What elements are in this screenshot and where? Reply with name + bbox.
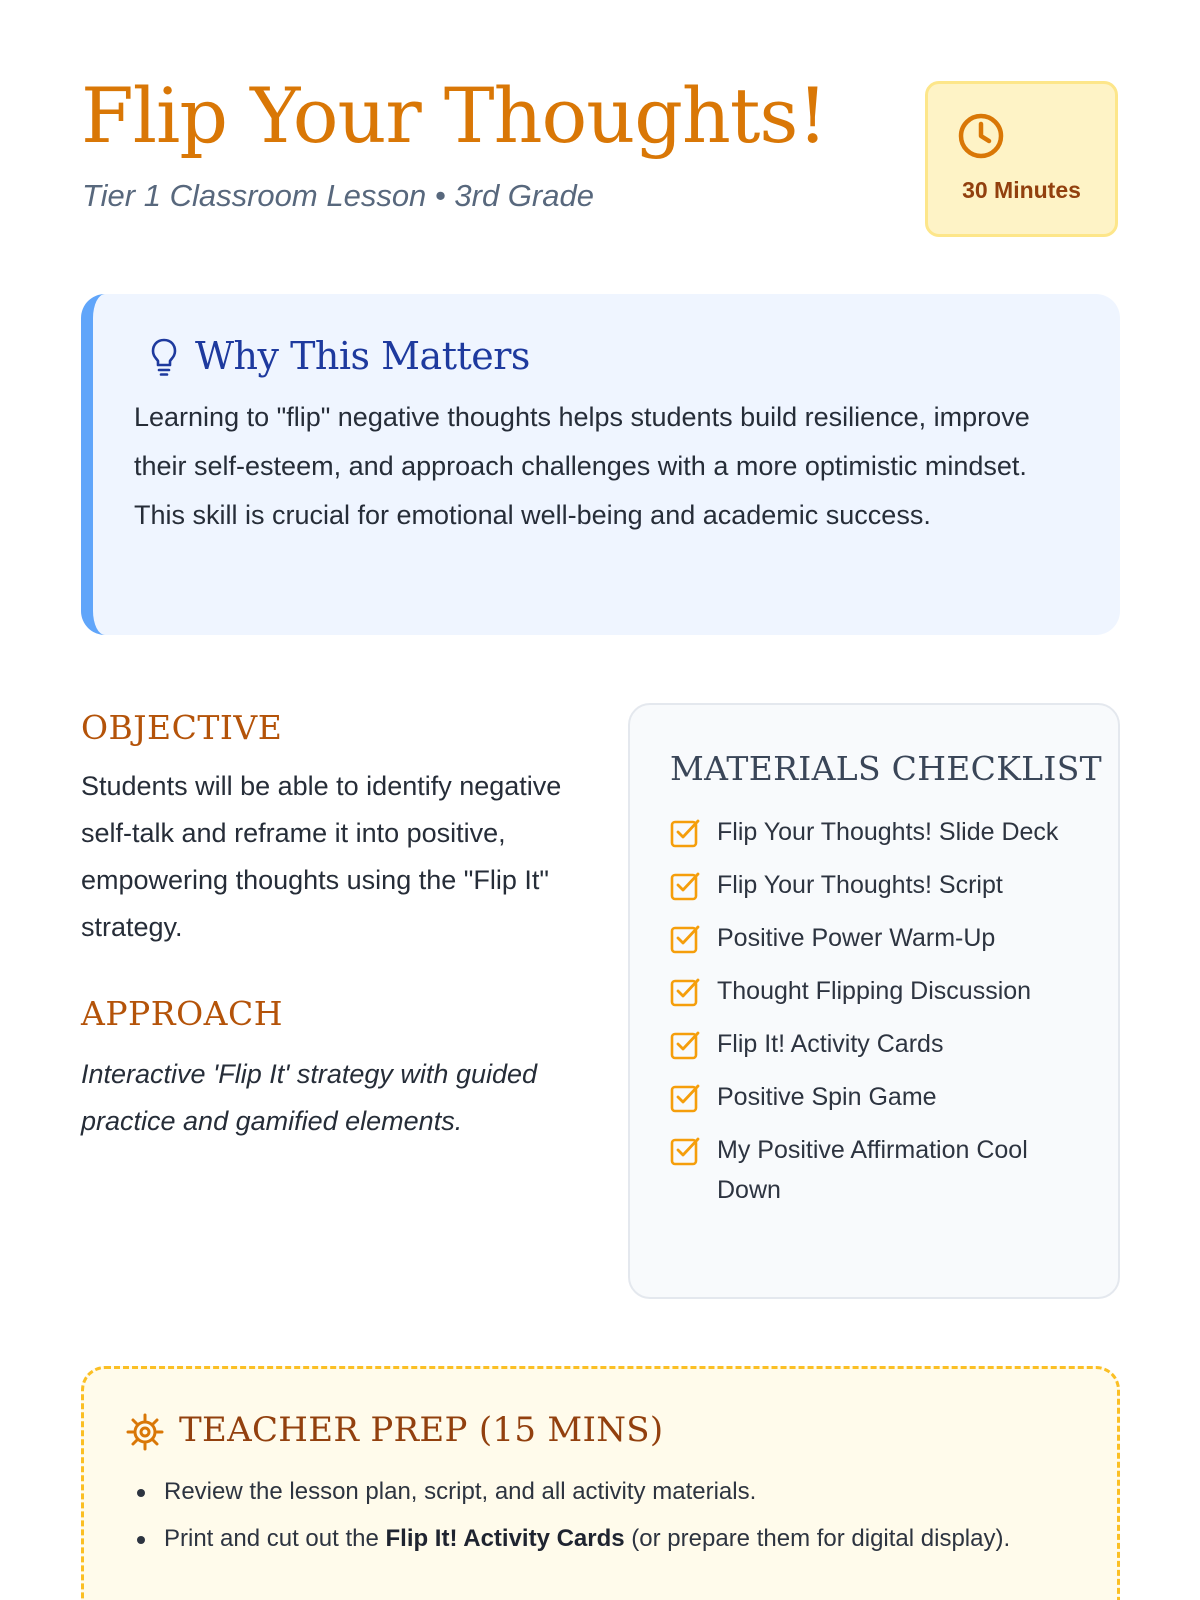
- materials-checklist-panel: [628, 703, 1120, 1299]
- materials-item: [670, 1024, 1090, 1064]
- materials-item-label: Thought Flipping Discussion: [717, 977, 1032, 1005]
- materials-item-label: Flip Your Thoughts! Slide Deck: [717, 818, 1059, 846]
- teacher-prep-item-emphasis: Flip It! Activity Cards: [385, 1525, 625, 1552]
- materials-item-label: Positive Power Warm-Up: [717, 924, 996, 952]
- checkbox-checked-icon: [670, 976, 701, 1007]
- teacher-prep-heading: TEACHER PREP (15 MINS): [179, 1410, 664, 1450]
- objective-body: Students will be able to identify negative self-talk and reframe it into positive, empowering thoughts using the "Flip It" strategy.: [81, 771, 562, 942]
- checkbox-checked-icon: [670, 817, 701, 848]
- checkbox-checked-icon: [670, 870, 701, 901]
- materials-item: [670, 812, 1090, 852]
- materials-item: [670, 865, 1090, 905]
- materials-item: [670, 971, 1090, 1011]
- duration-text: 30 Minutes: [962, 177, 1081, 203]
- materials-item-label: Positive Spin Game: [717, 1083, 937, 1111]
- teacher-prep-item: Review the lesson plan, script, and all activity materials.: [164, 1472, 1044, 1512]
- materials-item: [670, 918, 1090, 958]
- materials-item: [670, 1130, 1090, 1210]
- lightbulb-icon: [149, 337, 179, 377]
- teacher-prep-panel: [81, 1366, 1120, 1600]
- checkbox-checked-icon: [670, 923, 701, 954]
- duration-badge: [925, 81, 1118, 237]
- checkbox-checked-icon: [670, 1135, 701, 1166]
- teacher-prep-item-text: (or prepare them for digital display).: [624, 1525, 1011, 1552]
- why-heading: Why This Matters: [195, 334, 530, 378]
- checkbox-checked-icon: [670, 1082, 701, 1113]
- materials-item-label: My Positive Affirmation Cool Down: [717, 1136, 1028, 1204]
- materials-item-label: Flip Your Thoughts! Script: [717, 871, 1003, 899]
- page-title: Flip Your Thoughts!: [81, 71, 827, 160]
- teacher-prep-item: [164, 1519, 1044, 1559]
- checkbox-checked-icon: [670, 1029, 701, 1060]
- materials-item-label: Flip It! Activity Cards: [717, 1030, 944, 1058]
- materials-list: [670, 812, 1090, 1223]
- teacher-prep-item-text: Print and cut out the: [164, 1525, 386, 1552]
- clock-icon: [956, 111, 1006, 161]
- gear-icon: [126, 1413, 164, 1451]
- materials-item: [670, 1077, 1090, 1117]
- materials-heading: MATERIALS CHECKLIST: [670, 749, 1102, 788]
- approach-body: Interactive 'Flip It' strategy with guided practice and gamified elements.: [81, 1059, 538, 1136]
- page-subtitle: Tier 1 Classroom Lesson • 3rd Grade: [82, 178, 594, 213]
- approach-heading: APPROACH: [81, 994, 283, 1033]
- objective-heading: OBJECTIVE: [81, 708, 283, 747]
- why-this-matters-panel: [81, 294, 1120, 635]
- why-body: Learning to "flip" negative thoughts helps students build resilience, improve their self-esteem, and approach challenges with a more optimistic mindset. This skill is crucial for emotional well-being and academic success.: [134, 402, 1030, 530]
- teacher-prep-list: [164, 1472, 1044, 1566]
